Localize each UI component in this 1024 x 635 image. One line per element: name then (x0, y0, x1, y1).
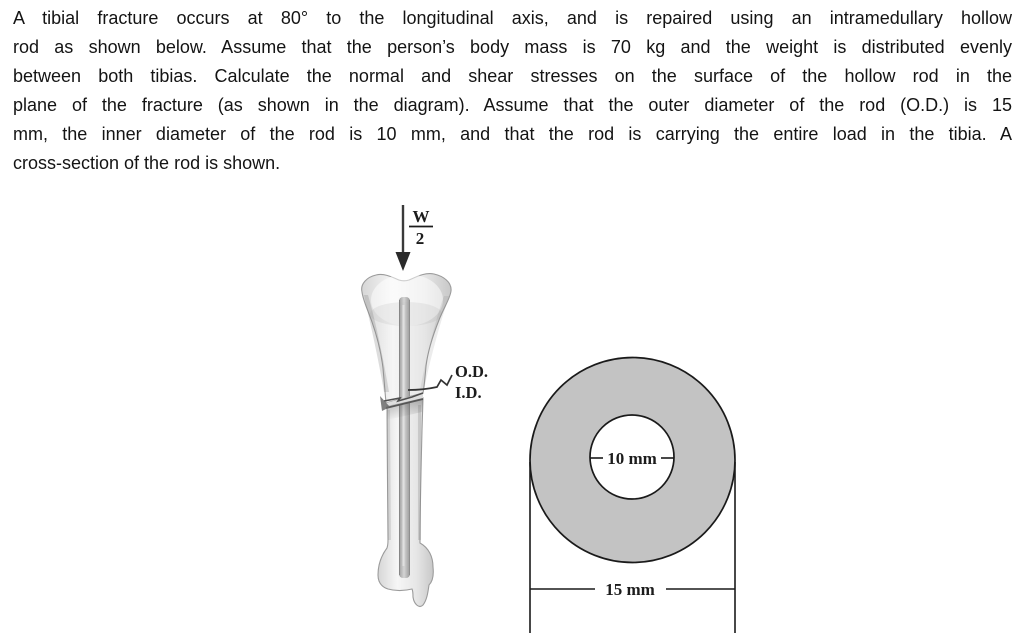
problem-text-line: plane of the fracture (as shown in the diagram). Assume that the outer diameter of the rod (O.D.) is 15 (13, 95, 1012, 115)
bone-shading-shaft-right (418, 405, 421, 540)
force-label-numerator: W (412, 207, 430, 226)
intramedullary-rod (399, 297, 410, 578)
outer-diameter-label: 15 mm (605, 580, 655, 599)
problem-text-line: rod as shown below. Assume that the person’s body mass is 70 kg and the weight is distributed evenly (13, 37, 1012, 57)
problem-text-line: cross-section of the rod is shown. (13, 153, 281, 173)
force-arrow-head (396, 252, 411, 271)
inner-diameter-label: 10 mm (607, 449, 657, 468)
rod-cross-section (530, 358, 735, 634)
force-label-denominator: 2 (415, 229, 425, 248)
problem-text-line: mm, the inner diameter of the rod is 10 mm, and that the rod is carrying the entire load in the tibia. A (13, 124, 1012, 144)
load-annotation (396, 205, 434, 271)
problem-text-line: between both tibias. Calculate the normal and shear stresses on the surface of the hollow rod in the (13, 66, 1012, 86)
tibia-illustration (362, 274, 451, 607)
inner-diameter-callout-label: I.D. (455, 383, 482, 402)
problem-text-line: A tibial fracture occurs at 80° to the longitudinal axis, and is repaired using an intramedullary hollow (13, 8, 1012, 28)
outer-diameter-callout-label: O.D. (455, 362, 488, 381)
